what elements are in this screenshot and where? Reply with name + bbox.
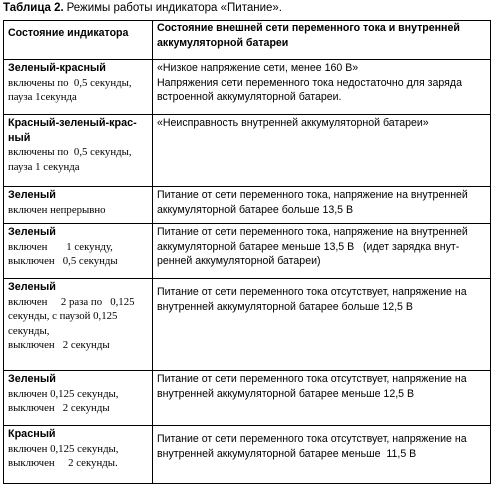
table-row — [4, 371, 491, 426]
desc-line: Питание от сети переменного тока, напряжение на внутренней — [157, 226, 468, 238]
state-name: Зеленый — [8, 281, 56, 293]
header-cell-indicator-state — [4, 21, 153, 60]
table-row — [4, 279, 491, 371]
desc-line: Питание от сети переменного тока, напряжение на внутренней — [157, 189, 468, 201]
desc-line: Напряжения сети переменного тока недостаточно для заряда — [157, 76, 462, 89]
state-name: Зеленый — [8, 226, 56, 238]
state-detail: включен 0,125 секунды, — [8, 442, 119, 455]
table-caption-text: Режимы работы индикатора «Питание». — [66, 2, 282, 14]
table-header-row — [4, 21, 491, 60]
table-row — [4, 426, 491, 484]
desc-line: аккумуляторной батарее больше 13,5 В — [157, 203, 354, 216]
state-cell — [4, 115, 153, 187]
state-cell — [4, 187, 153, 224]
state-detail: выключен 2 секунды — [8, 402, 110, 414]
state-detail: секунды, с паузой 0,125 — [8, 310, 118, 322]
desc-cell — [153, 187, 491, 224]
state-detail: секунды, — [8, 324, 50, 337]
state-name: Красный-зеленый-крас- — [8, 117, 137, 129]
state-detail: включены по 0,5 секунды, — [8, 76, 132, 89]
state-detail: включены по 0,5 секунды, — [8, 146, 132, 158]
state-detail: пауза 1секунда — [8, 91, 77, 103]
desc-line: Питание от сети переменного тока отсутствует, напряжение на — [157, 286, 467, 298]
state-cell — [4, 224, 153, 279]
desc-line: Питание от сети переменного тока отсутствует, напряжение на — [157, 433, 467, 445]
table-row — [4, 224, 491, 279]
desc-cell — [153, 224, 491, 279]
table-caption — [3, 1, 282, 15]
desc-cell — [153, 279, 491, 371]
state-detail: выключен 2 секунды. — [8, 457, 118, 469]
table-caption-label: Таблица 2. — [3, 2, 64, 14]
desc-cell — [153, 426, 491, 484]
desc-cell — [153, 371, 491, 426]
state-name: Зеленый — [8, 373, 56, 385]
state-name: Красный — [8, 428, 56, 440]
state-detail: выключен 2 секунды — [8, 339, 110, 351]
modes-table — [3, 20, 491, 484]
desc-line: встроенной аккумуляторной батареи. — [157, 91, 342, 103]
state-detail: включен 1 секунду, — [8, 240, 113, 253]
desc-cell — [153, 115, 491, 187]
desc-line: «Низкое напряжение сети, менее 160 В» — [157, 62, 359, 74]
header-indicator-state-label: Состояние индикатора — [8, 27, 129, 39]
state-detail: пауза 1 секунда — [8, 160, 80, 173]
table-row — [4, 60, 491, 115]
table-row — [4, 115, 491, 187]
state-detail: включен 0,125 секунды, — [8, 387, 119, 400]
state-name: ный — [8, 131, 31, 144]
state-detail: выключен 0,5 секунды — [8, 255, 118, 267]
state-cell — [4, 60, 153, 115]
table-row — [4, 187, 491, 224]
header-network-state-line: Состояние внешней сети переменного тока и внутренней — [157, 22, 460, 34]
state-name: Зеленый — [8, 189, 56, 201]
desc-cell — [153, 60, 491, 115]
state-cell — [4, 426, 153, 484]
state-detail: включен 2 раза по 0,125 — [8, 295, 135, 308]
header-network-state-line: аккумуляторной батареи — [157, 36, 289, 49]
desc-line: аккумуляторной батарее меньше 13,5 В (идет зарядка внут- — [157, 240, 460, 253]
desc-line: ренней аккумуляторной батареи) — [157, 255, 321, 267]
state-name: Зеленый-красный — [8, 62, 106, 74]
desc-line: внутренней аккумуляторной батарее больше 12,5 В — [157, 300, 413, 313]
state-cell — [4, 279, 153, 371]
desc-line: «Неисправность внутренней аккумуляторной батареи» — [157, 117, 429, 129]
state-cell — [4, 371, 153, 426]
state-detail: включен непрерывно — [8, 203, 106, 216]
header-cell-network-state — [153, 21, 491, 60]
desc-line: внутренней аккумуляторной батарее меньше 11,5 В — [157, 447, 417, 460]
desc-line: внутренней аккумуляторной батарее меньше 12,5 В — [157, 387, 415, 400]
desc-line: Питание от сети переменного тока отсутствует, напряжение на — [157, 373, 467, 385]
